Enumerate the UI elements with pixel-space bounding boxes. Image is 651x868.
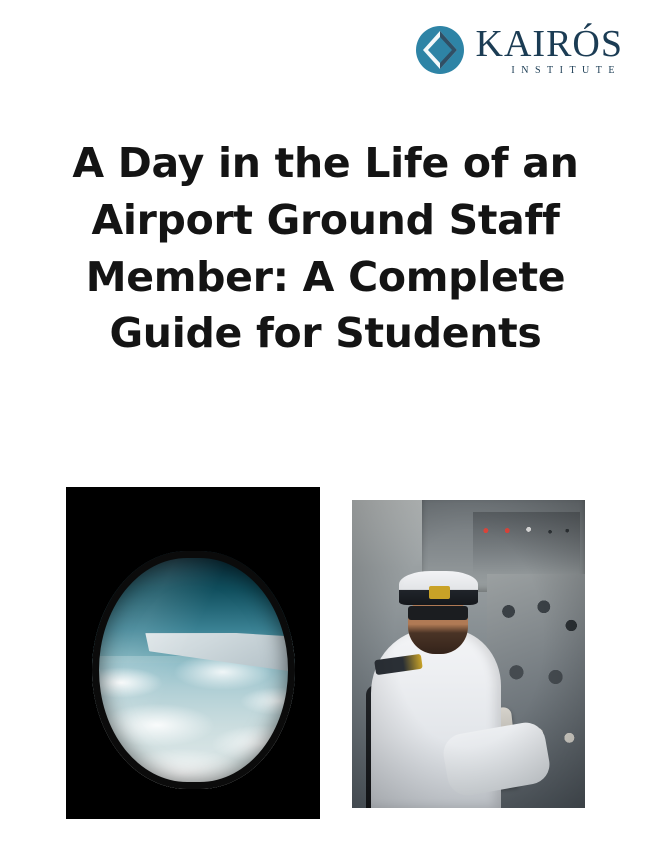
overhead-switches <box>473 512 580 574</box>
brand-name: KAIRÓS <box>475 22 623 65</box>
page-title: A Day in the Life of an Airport Ground Staff Member: A Complete Guide for Students <box>72 139 579 358</box>
kairos-diamond-icon <box>414 24 466 76</box>
airplane-window-view-photo <box>66 487 320 819</box>
brand-logo <box>414 24 623 76</box>
cloud-layer <box>92 656 295 789</box>
cap-badge-icon <box>429 586 450 598</box>
brand-tagline: INSTITUTE <box>511 64 621 76</box>
window-opening <box>92 551 295 789</box>
image-row <box>0 487 651 822</box>
brand-wordmark <box>475 22 623 76</box>
pilot-in-cockpit-photo <box>352 500 585 808</box>
sunglasses-icon <box>408 606 469 620</box>
